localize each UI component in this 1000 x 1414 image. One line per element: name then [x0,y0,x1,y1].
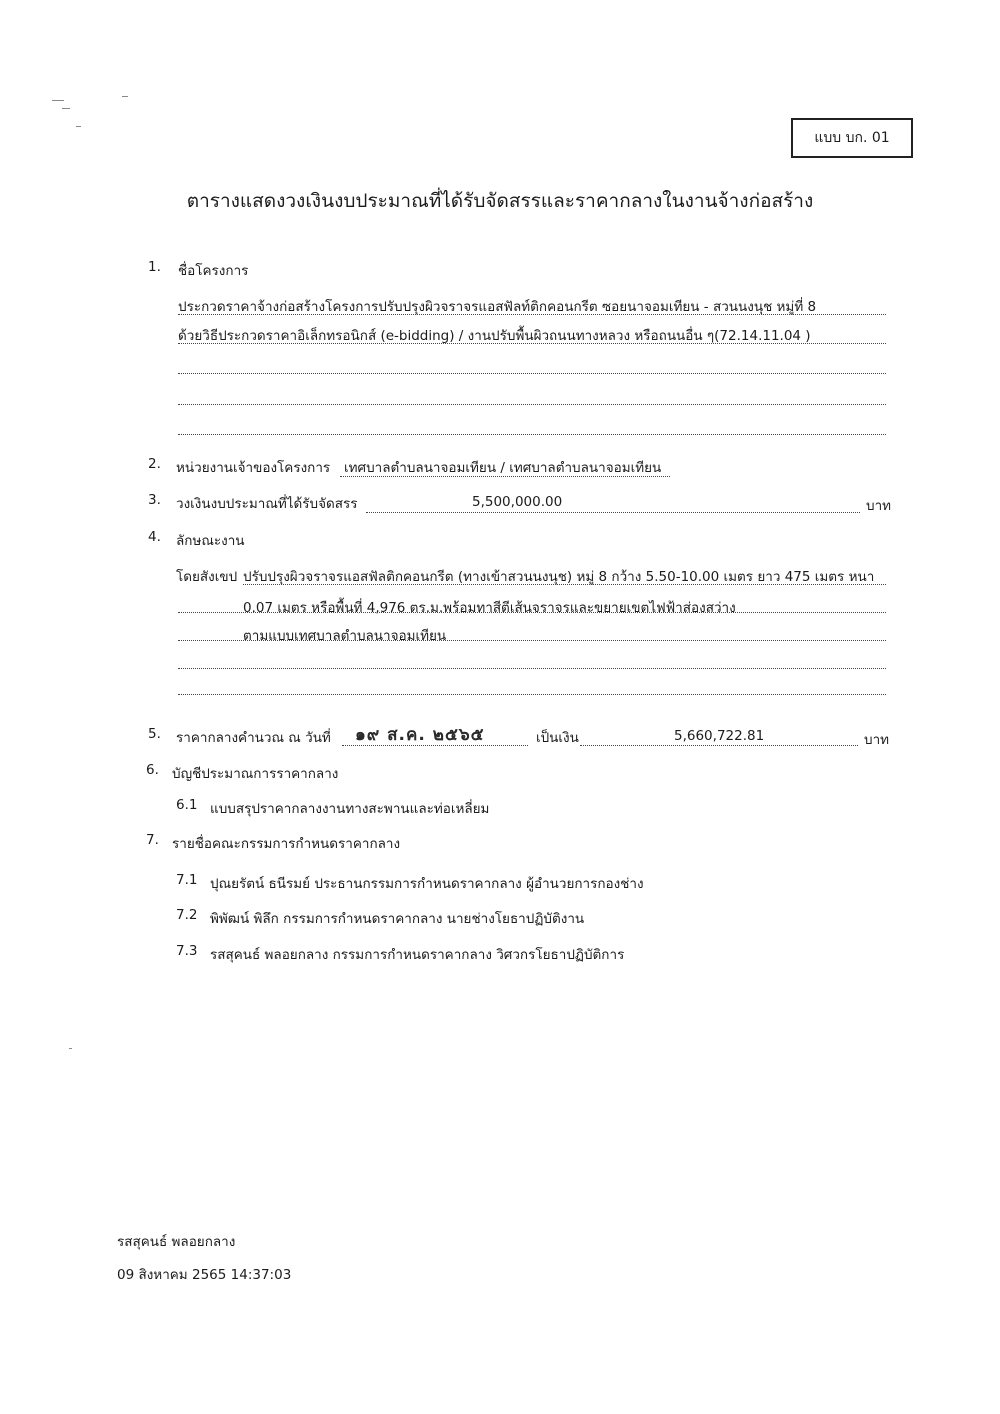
section5-label: ราคากลางคำนวณ ณ วันที่ [176,730,331,746]
section3-label: วงเงินงบประมาณที่ได้รับจัดสรร [176,496,358,512]
document-title: ตารางแสดงวงเงินงบประมาณที่ได้รับจัดสรรและราคากลางในงานจ้างก่อสร้าง [186,190,814,212]
dotted-line [178,694,886,695]
section2-label: หน่วยงานเจ้าของโครงการ [176,460,331,476]
section1-label: ชื่อโครงการ [178,263,249,279]
dotted-line [178,314,886,315]
dotted-line [366,512,860,513]
dotted-line [178,668,886,669]
amount-label: เป็นเงิน [536,730,579,746]
section4-sublabel: โดยสังเขป [176,569,238,585]
section1-number: 1. [148,259,161,275]
section4-number: 4. [148,529,161,545]
dotted-line [178,434,886,435]
dotted-line [178,640,886,641]
section6-number: 6. [146,762,159,778]
section6-item-number: 6.1 [176,797,198,813]
dotted-line [178,343,886,344]
section7-label: รายชื่อคณะกรรมการกำหนดราคากลาง [172,836,401,852]
project-name-line2: ด้วยวิธีประกวดราคาอิเล็กทรอนิกส์ (e-bidding) / งานปรับพื้นผิวถนนทางหลวง หรือถนนอื่น ๆ(72.14.11.04 ) [178,328,811,344]
dotted-line [580,745,858,746]
form-code-box [791,118,913,158]
section3-number: 3. [148,492,161,508]
committee-member: พิพัฒน์ พิลึก กรรมการกำหนดราคากลาง นายช่างโยธาปฏิบัติงาน [210,911,585,927]
dotted-line [178,373,886,374]
footer-timestamp: 09 สิงหาคม 2565 14:37:03 [117,1267,292,1283]
budget-amount: 5,500,000.00 [472,494,563,510]
date-stamp: ๑๙ ส.ค. ๒๕๖๕ [355,725,485,745]
project-name-line1: ประกวดราคาจ้างก่อสร้างโครงการปรับปรุงผิวจราจรแอสฟัลท์ติกคอนกรีต ซอยนาจอมเทียน - สวนนงนุช หมู่ที่ 8 [178,299,817,315]
committee-item-number: 7.3 [176,943,198,959]
dotted-line [243,584,886,585]
footer-name: รสสุคนธ์ พลอยกลาง [117,1234,236,1250]
form-code: แบบ บก. 01 [814,130,890,146]
median-price-unit: บาท [864,732,890,748]
work-description-line2: 0.07 เมตร หรือพื้นที่ 4,976 ตร.ม.พร้อมทาสีตีเส้นจราจรและขยายเขตไฟฟ้าส่องสว่าง [243,600,736,616]
scan-speck [122,96,128,97]
committee-item-number: 7.2 [176,907,198,923]
dotted-line [342,745,528,746]
section7-number: 7. [146,832,159,848]
scan-speck [76,126,81,127]
committee-item-number: 7.1 [176,872,198,888]
scan-speck [69,1048,72,1049]
committee-member: ปุณยรัตน์ ธนีรมย์ ประธานกรรมการกำหนดราคากลาง ผู้อำนวยการกองช่าง [210,876,644,892]
median-price-amount: 5,660,722.81 [674,728,765,744]
budget-unit: บาท [866,498,892,514]
section6-item-text: แบบสรุปราคากลางงานทางสะพานและท่อเหลี่ยม [210,801,490,817]
section4-label: ลักษณะงาน [176,533,245,549]
section2-number: 2. [148,456,161,472]
dotted-line [178,404,886,405]
project-owner: เทศบาลตำบลนาจอมเทียน / เทศบาลตำบลนาจอมเทียน [344,460,662,476]
work-description-line3: ตามแบบเทศบาลตำบลนาจอมเทียน [243,628,447,644]
section6-label: บัญชีประมาณการราคากลาง [172,766,339,782]
scan-speck [52,100,64,101]
work-description-line1: ปรับปรุงผิวจราจรแอสฟัลติกคอนกรีต (ทางเข้าสวนนงนุช) หมู่ 8 กว้าง 5.50-10.00 เมตร ยาว 475 เมตร หนา [243,569,875,585]
committee-member: รสสุคนธ์ พลอยกลาง กรรมการกำหนดราคากลาง วิศวกรโยธาปฏิบัติการ [210,947,625,963]
dotted-line [178,612,886,613]
dotted-line [340,476,670,477]
scan-speck [62,108,70,109]
section5-number: 5. [148,726,161,742]
